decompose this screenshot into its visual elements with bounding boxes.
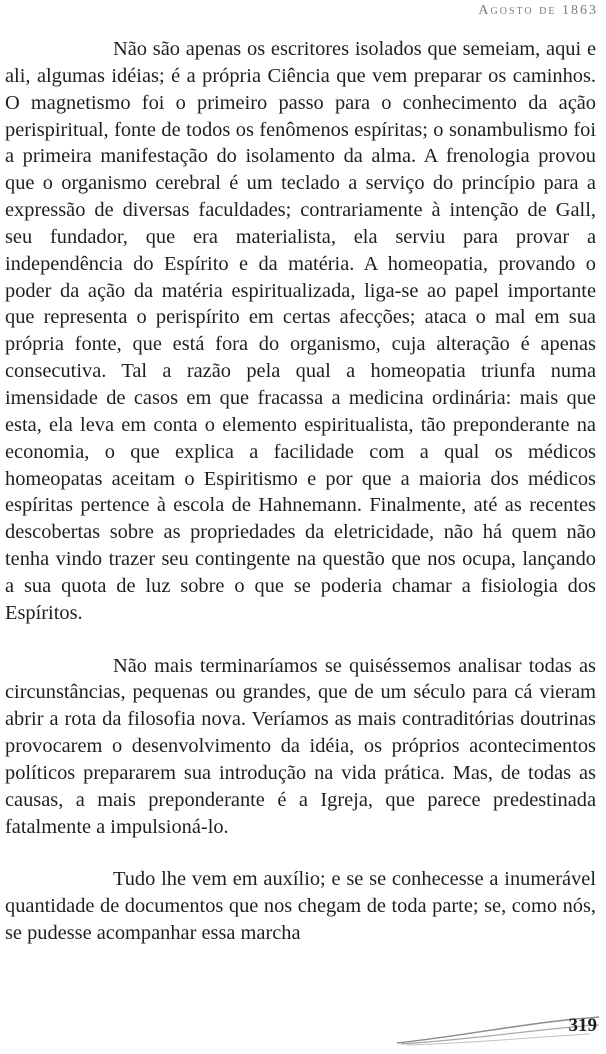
paragraph-2: Não mais terminaríamos se quiséssemos analisar todas as circunstâncias, pequenas ou grandes, que de um século para cá vieram abrir a rota da filosofia nova. Veríamos as mais contraditórias doutrinas provocarem o desenvolvimento da idéia, os próprios acontecimentos políticos prepararem sua introdução na vida prática. Mas, de todas as causas, a mais preponderante é a Igreja, que parece predestinada fatalmente a impulsioná-lo. (5, 654, 596, 838)
page-number: 319 (568, 1015, 597, 1036)
paragraph-3: Tudo lhe vem em auxílio; e se se conhecesse a inumerável quantidade de documentos que nos chegam de toda parte; se, como nós, se pudesse acompanhar essa marcha (5, 868, 596, 945)
page-footer (395, 1013, 601, 1047)
running-head: Agosto de 1863 (478, 3, 598, 18)
paragraph-1: Não são apenas os escritores isolados que semeiam, aqui e ali, algumas idéias; é a própria Ciência que vem preparar os caminhos. O magnetismo foi o primeiro passo para o conhecimento da ação perispiritual, fonte de todos os fenômenos espíritas; o sonambulismo foi a primeira manifestação do isolamento da alma. A frenologia provou que o organismo cerebral é um teclado a serviço do princípio para a expressão de diversas faculdades; contrariamente à intenção de Gall, seu fundador, que era materialista, ela serviu para provar a independência do Espírito e da matéria. A homeopatia, provando o poder da ação da matéria espiritualizada, liga-se ao papel importante que representa o perispírito em certas afecções; ataca o mal em sua própria fonte, que está fora do organismo, cuja alteração é apenas consecutiva. Tal a razão pela qual a homeopatia triunfa numa imensidade de casos em que fracassa a medicina ordinária: mais que esta, ela leva em conta o elemento espiritualista, tão preponderante na economia, o que explica a facilidade com a qual os médicos homeopatas aceitam o Espiritismo e por que a maioria dos médicos espíritas pertence à escola de Hahnemann. Finalmente, até as recentes descobertas sobre as propriedades da eletricidade, não há quem não tenha vindo trazer seu contingente na questão que nos ocupa, lançando a sua quota de luz sobre o que se poderia chamar a fisiologia dos Espíritos. (5, 38, 596, 624)
page-body (5, 36, 596, 947)
